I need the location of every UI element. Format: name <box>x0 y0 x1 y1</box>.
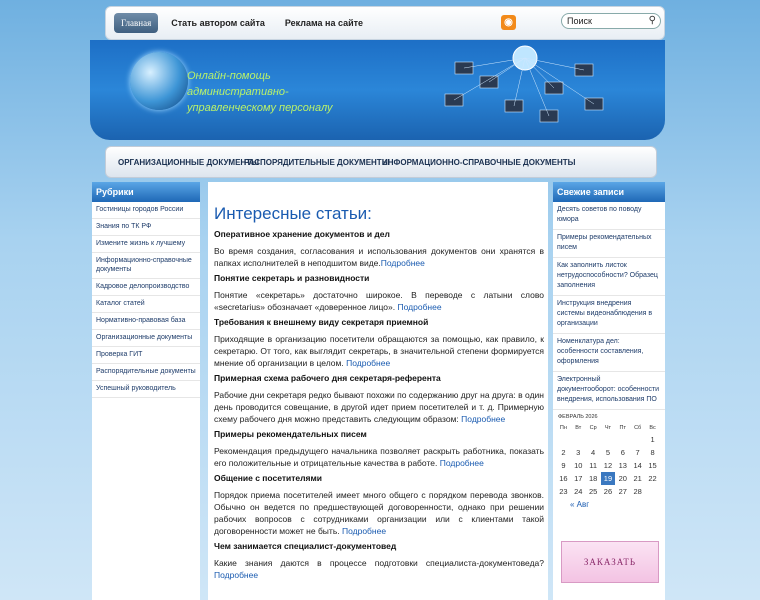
calendar-day[interactable]: 19 <box>601 472 616 485</box>
calendar-day <box>645 485 660 498</box>
sidebar-left <box>92 182 200 600</box>
search-input[interactable] <box>561 13 661 29</box>
calendar-weekday: Пн <box>559 425 567 431</box>
article-title[interactable]: Общение с посетителями <box>214 473 323 483</box>
article-excerpt: Приходящие в организацию посетители обращаются за помощью, как правило, к секретарю. От того, как выглядит секретарь, в значительной степени формируется мнение об организации в целом. Подробнее <box>214 334 544 368</box>
calendar-day[interactable]: 17 <box>574 474 583 483</box>
calendar-day[interactable]: 24 <box>574 487 583 496</box>
recent-posts-list <box>553 202 665 410</box>
menu-administrative-docs[interactable]: РАСПОРЯДИТЕЛЬНЫЕ ДОКУМЕНТЫ <box>244 158 390 167</box>
calendar-day[interactable]: 22 <box>648 474 657 483</box>
calendar-day[interactable]: 27 <box>618 487 627 496</box>
calendar-day[interactable]: 9 <box>561 461 566 470</box>
categories-title: Рубрики <box>92 182 200 202</box>
site-slogan: Онлайн-помощь административно-управленческому персоналу <box>187 70 333 114</box>
search-placeholder: Поиск <box>567 16 592 26</box>
article-excerpt: Какие знания даются в процессе подготовки специалиста-документоведа? Подробнее <box>214 558 544 580</box>
article-title[interactable]: Оперативное хранение документов и дел <box>214 229 390 239</box>
calendar-day[interactable]: 26 <box>603 487 613 496</box>
category-link[interactable]: Каталог статей <box>92 296 200 313</box>
category-link[interactable]: Организационные документы <box>92 330 200 347</box>
menu-organizational-docs[interactable]: ОРГАНИЗАЦИОННЫЕ ДОКУМЕНТЫ <box>118 158 259 167</box>
rss-icon[interactable]: ◉ <box>501 15 516 30</box>
calendar-day[interactable]: 3 <box>576 448 581 457</box>
calendar-day[interactable]: 10 <box>574 461 583 470</box>
category-link[interactable]: Проверка ГИТ <box>92 347 200 364</box>
calendar-day <box>571 433 586 446</box>
article-excerpt: Рекомендация предыдущего начальника позволяет раскрыть работника, показать его положительные и отрицательные качества в работе. Подробнее <box>214 446 544 468</box>
recent-posts-title: Свежие записи <box>553 182 665 202</box>
article-excerpt: Порядок приема посетителей имеет много общего с порядком перевода звонков. Обычно он ведется по предшествующей договоренности, однако при решении рабочих вопросов с сотрудниками организации или с клиентами такой договоренности может не быть. Подробнее <box>214 490 544 536</box>
calendar-day[interactable]: 6 <box>620 448 625 457</box>
calendar-day[interactable]: 25 <box>588 487 598 496</box>
calendar <box>553 410 665 513</box>
read-more-link[interactable]: Подробнее <box>380 258 425 268</box>
read-more-link[interactable]: Подробнее <box>214 570 259 580</box>
article-title[interactable]: Требования к внешнему виду секретаря приемной <box>214 317 429 327</box>
category-link[interactable]: Информационно-справочные документы <box>92 253 200 279</box>
search-icon[interactable]: ⚲ <box>648 15 656 26</box>
calendar-day[interactable]: 23 <box>559 487 568 496</box>
calendar-day <box>586 433 601 446</box>
read-more-link[interactable]: Подробнее <box>397 302 442 312</box>
calendar-caption: ФЕВРАЛЬ 2026 <box>558 414 598 420</box>
recent-post-link[interactable]: Инструкция внедрения системы видеонаблюдения в организации <box>553 296 665 334</box>
calendar-weekday: Ср <box>589 425 597 431</box>
calendar-weekday: Вт <box>575 425 582 431</box>
article-title[interactable]: Чем занимается специалист-документовед <box>214 541 397 551</box>
calendar-weekday: Сб <box>634 425 642 431</box>
calendar-day[interactable]: 5 <box>605 448 611 457</box>
calendar-prev-link[interactable]: « Авг <box>570 500 590 509</box>
calendar-day <box>630 433 645 446</box>
article-excerpt: Во время создания, согласования и использования документов они хранятся в папках исполнителей в неподшитом виде.Подробнее <box>214 246 544 268</box>
calendar-day[interactable]: 28 <box>633 487 642 496</box>
categories-list <box>92 202 200 398</box>
order-banner[interactable]: ЗАКАЗАТЬ <box>561 541 659 583</box>
article-title[interactable]: Понятие секретарь и разновидности <box>214 273 370 283</box>
calendar-weekday: Вс <box>649 425 656 431</box>
calendar-day <box>556 433 571 446</box>
main-content <box>208 182 548 600</box>
top-nav <box>114 13 370 33</box>
recent-post-link[interactable]: Номенклатура дел: особенности составления, оформления <box>553 334 665 372</box>
calendar-day[interactable]: 11 <box>589 461 597 470</box>
menu-reference-docs[interactable]: ИНФОРМАЦИОННО-СПРАВОЧНЫЕ ДОКУМЕНТЫ <box>382 158 576 167</box>
recent-post-link[interactable]: Электронный документооборот: особенности внедрения, использования ПО <box>553 372 665 410</box>
sidebar-right <box>553 182 665 600</box>
calendar-table <box>556 423 660 498</box>
calendar-day[interactable]: 15 <box>648 461 657 470</box>
calendar-day[interactable]: 13 <box>618 461 627 470</box>
page-title: Интересные статьи: <box>214 204 372 223</box>
calendar-day <box>615 433 630 446</box>
category-link[interactable]: Кадровое делопроизводство <box>92 279 200 296</box>
read-more-link[interactable]: Подробнее <box>346 358 391 368</box>
logo-globe-icon[interactable] <box>130 52 188 110</box>
category-link[interactable]: Распорядительные документы <box>92 364 200 381</box>
category-link[interactable]: Гостиницы городов России <box>92 202 200 219</box>
main-menu <box>105 146 657 178</box>
calendar-weekday: Чт <box>604 425 612 431</box>
calendar-day[interactable]: 8 <box>650 448 655 457</box>
calendar-day <box>601 433 616 446</box>
article-title[interactable]: Примерная схема рабочего дня секретаря-референта <box>214 373 441 383</box>
top-bar <box>105 6 665 40</box>
site-header <box>90 40 665 140</box>
recent-post-link[interactable]: Как заполнить листок нетрудоспособности? Образец заполнения <box>553 258 665 296</box>
calendar-day[interactable]: 18 <box>588 474 598 483</box>
category-link[interactable]: Успешный руководитель <box>92 381 200 398</box>
topnav-become-author[interactable]: Стать автором сайта <box>171 18 265 28</box>
read-more-link[interactable]: Подробнее <box>461 414 506 424</box>
recent-post-link[interactable]: Десять советов по поводу юмора <box>553 202 665 230</box>
page <box>90 0 665 600</box>
calendar-day[interactable]: 7 <box>635 448 640 457</box>
calendar-day[interactable]: 14 <box>633 461 642 470</box>
topnav-advertising[interactable]: Реклама на сайте <box>284 18 364 28</box>
calendar-day[interactable]: 4 <box>591 448 596 457</box>
read-more-link[interactable]: Подробнее <box>341 526 387 536</box>
read-more-link[interactable]: Подробнее <box>439 458 484 468</box>
topnav-home[interactable]: Главная <box>114 13 158 33</box>
calendar-day[interactable]: 2 <box>561 448 566 457</box>
calendar-day[interactable]: 12 <box>603 461 613 470</box>
calendar-day[interactable]: 16 <box>559 474 568 483</box>
category-link[interactable]: Нормативно-правовая база <box>92 313 200 330</box>
network-illustration-icon <box>425 42 625 127</box>
recent-post-link[interactable]: Примеры рекомендательных писем <box>553 230 665 258</box>
calendar-day[interactable]: 1 <box>650 435 655 444</box>
article-excerpt: Рабочие дни секретаря редко бывают похожи по содержанию друг на друга: в один день проводится совещание, в другой идет прием посетителей и т. д. Примерную схему рабочего дня можно представить следующим образом: Подробнее <box>214 390 544 424</box>
article-excerpt: Понятие «секретарь» достаточно широкое. В переводе с латыни слово «secretarius» обозначает «доверенное лицо». Подробнее <box>214 290 544 312</box>
article-title[interactable]: Примеры рекомендательных писем <box>214 429 367 439</box>
calendar-day[interactable]: 21 <box>633 474 642 483</box>
calendar-day[interactable]: 20 <box>618 474 627 483</box>
category-link[interactable]: Измените жизнь к лучшему <box>92 236 200 253</box>
category-link[interactable]: Знания по ТК РФ <box>92 219 200 236</box>
calendar-weekday: Пт <box>619 425 627 431</box>
